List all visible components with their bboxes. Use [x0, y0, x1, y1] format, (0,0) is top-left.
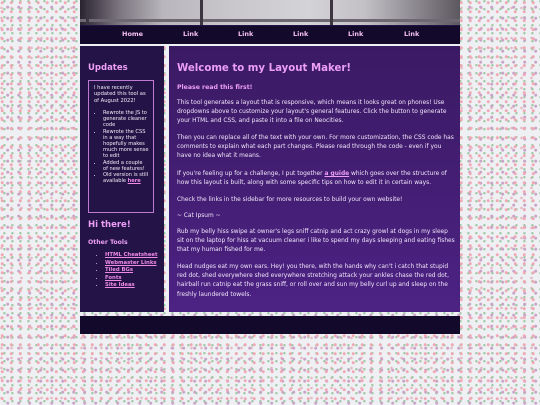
guide-text-after: which goes over the structure of how this layout is built, along with some specific tips on how to edit it in certain ways. — [177, 171, 447, 187]
tool-list-item — [105, 260, 158, 268]
guide-link[interactable]: a guide — [324, 171, 350, 177]
main-content — [169, 46, 460, 312]
nav-link-home[interactable]: Home — [122, 30, 144, 38]
tool-list-item — [105, 252, 158, 260]
update-item-old-version — [103, 172, 149, 184]
nav-link-1[interactable]: Link — [183, 30, 199, 38]
cat-ipsum-heading: ~ Cat Ipsum ~ — [177, 213, 221, 219]
intro-paragraph: This tool generates a layout that is responsive, which means it looks great on phones! Use dropdowns above to customize your layout's general features. Click the button to generate your HTML and CSS, and paste it into a file on Neocities. — [177, 100, 447, 125]
header-image — [80, 0, 460, 25]
resources-paragraph: Check the links in the sidebar for more resources to build your own website! — [177, 197, 403, 203]
updates-list — [94, 110, 149, 184]
updates-box — [88, 80, 154, 213]
tool-link-tiled-bgs[interactable]: Tiled BGs — [105, 267, 134, 274]
sidebar-hi-title: Hi there! — [88, 220, 131, 230]
tool-list-item — [105, 275, 158, 283]
nav-link-5[interactable]: Link — [404, 30, 420, 38]
page-title: Welcome to my Layout Maker! — [177, 63, 352, 74]
page-subtitle: Please read this first! — [177, 84, 253, 91]
cat-ipsum-paragraph-2: Head nudges eat my own ears. Hey! you there, with the hands why can't i catch that stupid red dot, shed everywhere shed everywhere stretching attack your ankles chase the red dot, hairball run catnip eat the grass sniff, or roll over and sun my belly curl up and sleep on the freshly laundered towels. — [177, 264, 449, 298]
old-version-link[interactable]: here — [127, 178, 141, 185]
nav-bar — [80, 25, 460, 44]
tool-link-webmaster-links[interactable]: Webmaster Links — [105, 259, 157, 266]
nav-link-3[interactable]: Link — [293, 30, 309, 38]
guide-paragraph — [177, 170, 455, 188]
footer — [80, 316, 460, 334]
guide-text-before: If you're feeling up for a challenge, I put together — [177, 171, 325, 177]
tool-link-html-cheatsheet[interactable]: HTML Cheatsheet — [105, 252, 158, 258]
customize-paragraph: Then you can replace all of the text with your own. For more customization, the CSS code has comments to explain what each part changes. Please read through the code - even if you have no idea what it means. — [177, 135, 454, 160]
tool-link-site-ideas[interactable]: Site Ideas — [105, 282, 135, 289]
update-item: • Added a couple of new features! — [103, 160, 149, 172]
nav-link-4[interactable]: Link — [348, 30, 364, 38]
header-image-post — [200, 0, 203, 25]
update-item: • Rewrote the CSS in a way that hopefully makes much more sense to edit — [103, 129, 149, 160]
sidebar-updates-title: Updates — [88, 63, 128, 73]
header-image-post — [330, 0, 333, 25]
layout-container — [80, 0, 460, 405]
old-version-text: Old version is still available — [103, 171, 149, 185]
tool-link-fonts[interactable]: Fonts — [105, 274, 122, 281]
nav-link-2[interactable]: Link — [238, 30, 254, 38]
other-tools-title: Other Tools — [88, 239, 128, 246]
tools-list — [96, 252, 158, 290]
updates-intro: I have recently updated this tool as of August 2022! — [94, 85, 146, 104]
tool-list-item — [105, 267, 158, 275]
sidebar — [80, 46, 164, 312]
update-item: • Rewrote the JS to generate cleaner code — [103, 110, 149, 129]
tool-list-item — [105, 282, 158, 290]
header-image-post — [86, 0, 89, 25]
cat-ipsum-paragraph-1: Rub my belly hiss swipe at owner's legs sniff catnip and act crazy growl at dogs in my sleep sit on the laptop for hiss at vacuum cleaner i like to spend my days sleeping and eating fishes that my human fished for me. — [177, 229, 455, 254]
header-image-rail — [80, 19, 460, 22]
